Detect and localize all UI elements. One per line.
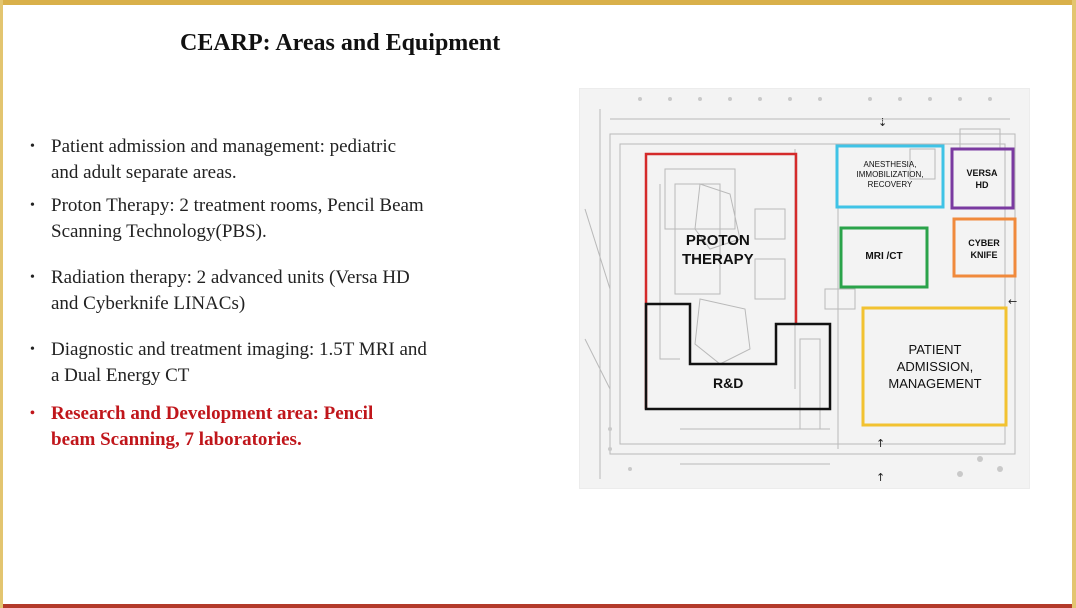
- bullet-dot: •: [30, 342, 35, 357]
- zone-label-cyberknife: CYBER KNIFE: [968, 238, 1000, 260]
- slide-title: CEARP: Areas and Equipment: [180, 30, 501, 56]
- floor-plan-image: [579, 88, 1030, 489]
- bullet-dot: •: [30, 406, 35, 421]
- zone-proton-therapy-outline: [646, 154, 796, 409]
- bullet-text-line2: and adult separate areas.: [51, 162, 237, 183]
- bullet-item-radiation-therapy: [30, 265, 520, 317]
- bullet-text-line2: beam Scanning, 7 laboratories.: [51, 429, 302, 450]
- bullet-item-research-development: [30, 401, 520, 453]
- zone-rd-outline: [646, 304, 830, 409]
- svg-text:↑: ↑: [876, 437, 886, 450]
- bullet-text-line2: Scanning Technology(PBS).: [51, 221, 267, 242]
- svg-text:↑: ↑: [876, 471, 886, 484]
- bullet-text-line1: Diagnostic and treatment imaging: 1.5T MRI and: [51, 339, 427, 360]
- svg-text:⇣: ⇣: [878, 116, 888, 129]
- zone-label-rd: R&D: [713, 375, 744, 391]
- bullet-text-line1: Research and Development area: Pencil: [51, 403, 374, 424]
- bullet-dot: •: [30, 139, 35, 154]
- svg-text:←: ←: [1008, 295, 1018, 308]
- bullet-text-line2: a Dual Energy CT: [51, 365, 190, 386]
- bullet-text-line1: Patient admission and management: pediatric: [51, 136, 397, 157]
- bullet-item-proton-therapy: [30, 193, 520, 245]
- zone-label-anesthesia: ANESTHESIA, IMMOBILIZATION, RECOVERY: [856, 160, 924, 189]
- zone-label-patient-admission: PATIENT ADMISSION, MANAGEMENT: [888, 342, 982, 391]
- frame-top-border: [0, 0, 1076, 5]
- bullet-dot: •: [30, 270, 35, 285]
- frame-right-border: [1072, 0, 1076, 608]
- frame-bottom-border: [0, 604, 1076, 608]
- frame-left-border: [0, 0, 3, 608]
- zone-label-proton-therapy: PROTON THERAPY: [682, 232, 754, 268]
- bullet-text-line1: Proton Therapy: 2 treatment rooms, Pencil Beam: [51, 195, 424, 216]
- zone-label-mri-ct: MRI /CT: [865, 251, 903, 262]
- bullet-item-patient-admission: [30, 134, 520, 186]
- bullet-text-line2: and Cyberknife LINACs): [51, 293, 246, 314]
- bullet-item-imaging: [30, 337, 520, 389]
- bullet-text-line1: Radiation therapy: 2 advanced units (Versa HD: [51, 267, 410, 288]
- zone-label-versa-hd: VERSA HD: [966, 168, 998, 190]
- bullet-dot: •: [30, 198, 35, 213]
- bullet-list: [30, 134, 520, 453]
- floor-plan-drawing: [580, 89, 1029, 488]
